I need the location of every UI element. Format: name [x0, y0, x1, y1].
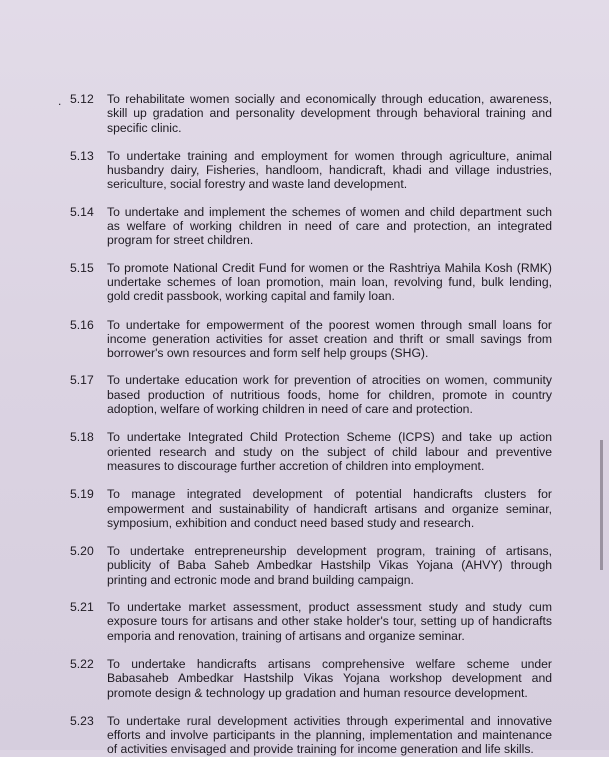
list-item — [70, 657, 552, 700]
item-text: To undertake and implement the schemes of women and child department such as welfare of working children in need of care and protection, an integrated program for street children. — [107, 204, 552, 248]
list-item — [70, 149, 552, 192]
list-item — [70, 261, 552, 304]
item-text: To undertake market assessment, product assessment study and study cum exposure tours for artisans and other stake holder's tour, setting up of handicrafts emporia and renovation, training of artisans and organize seminar. — [107, 600, 552, 643]
item-number: 5.21 — [70, 600, 94, 615]
item-text: To promote National Credit Fund for women or the Rashtriya Mahila Kosh (RMK) undertake schemes of loan promotion, main loan, revolving fund, bulk lending, gold credit passbook, working capital and family loan. — [107, 260, 552, 304]
item-text: To undertake entrepreneurship development program, training of artisans, publicity of Baba Saheb Ambedkar Hastshilp Vikas Yojana (AHVY) through printing and ectronic mode and brand building campaign. — [107, 544, 552, 587]
item-number: 5.16 — [70, 317, 94, 332]
item-number: 5.19 — [70, 487, 94, 502]
list-item — [70, 600, 552, 643]
scan-speck: . — [58, 94, 62, 108]
item-number: 5.22 — [70, 656, 94, 671]
item-text: To manage integrated development of potential handicrafts clusters for empowerment and sustainability of handicraft artisans and organize seminar, symposium, exhibition and conduct need based study and research. — [107, 487, 552, 530]
list-item — [70, 430, 552, 473]
item-number: 5.20 — [70, 544, 94, 559]
item-number: 5.23 — [70, 713, 94, 728]
item-text: To undertake rural development activities through experimental and innovative efforts and involve participants in the planning, implementation and maintenance of activities envisaged and provide training for income generation and life skills. — [107, 713, 552, 757]
list-item — [70, 92, 552, 135]
item-text: To undertake education work for prevention of atrocities on women, community based production of nutritious foods, home for children, promote in country adoption, welfare of working children in need of care and protection. — [107, 373, 552, 417]
item-number: 5.15 — [70, 260, 94, 275]
item-text: To rehabilitate women socially and economically through education, awareness, skill up gradation and personality development through behavioral training and specific clinic. — [107, 92, 552, 135]
item-number: 5.17 — [70, 373, 94, 388]
scan-edge-mark — [600, 440, 603, 570]
list-item — [70, 487, 552, 530]
list-item — [70, 544, 552, 587]
item-number: 5.14 — [70, 204, 94, 219]
item-text: To undertake for empowerment of the poorest women through small loans for income generation activities for asset creation and thrift or small savings from borrower's own resources and form self help groups (SHG). — [107, 317, 552, 361]
item-text: To undertake training and employment for women through agriculture, animal husbandry dairy, Fisheries, handloom, handicraft, khadi and village industries, sericulture, social forestry and waste land development. — [107, 148, 552, 192]
item-text: To undertake Integrated Child Protection Scheme (ICPS) and take up action oriented research and study on the subject of child labour and preventive measures to discourage further accretion of children into employment. — [107, 430, 552, 473]
list-item — [70, 205, 552, 248]
item-text: To undertake handicrafts artisans comprehensive welfare scheme under Babasaheb Ambedkar Hastshilp Vikas Yojana workshop development and promote design & technology up gradation and human resource development. — [107, 656, 552, 700]
item-number: 5.13 — [70, 148, 94, 163]
list-item — [70, 714, 552, 757]
list-item — [70, 318, 552, 361]
list-item — [70, 373, 552, 416]
item-number: 5.12 — [70, 92, 94, 106]
objectives-list — [70, 92, 552, 757]
item-number: 5.18 — [70, 430, 94, 445]
